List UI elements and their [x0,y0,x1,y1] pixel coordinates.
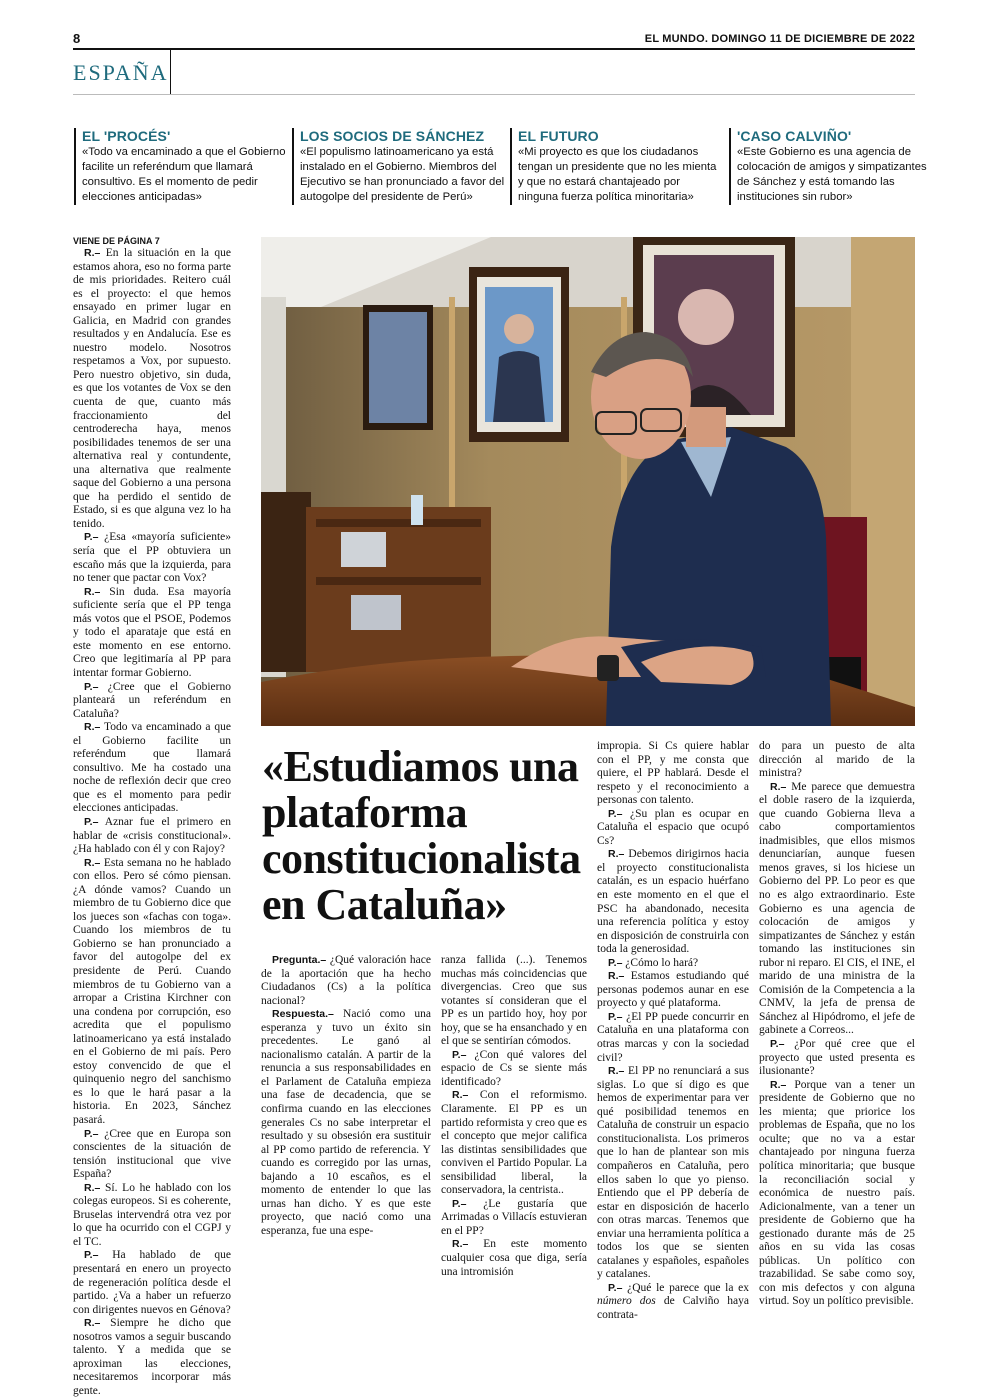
paragraph [597,1282,749,1323]
paragraph [759,1038,915,1079]
paragraph [759,781,915,1038]
paragraph-text: Debemos dirigirnos hacia el proyecto constitucionalista catalán, es un espacio huérfano en este momento en el que el PSC ha abandonado, necesita una referencia política y estoy en disposición de construirla con toda la generosidad. [597,848,749,956]
speaker-label: R.– [84,721,101,734]
speaker-label: P.– [452,1048,467,1061]
paragraph-text: ¿Qué valoración hace de la aportación que ha hecho Ciudadanos (Cs) a la política nacional? [261,954,431,1007]
teaser-title: LOS SOCIOS DE SÁNCHEZ [300,128,485,144]
teaser-text: «Todo va encaminado a que el Gobierno facilite un referéndum que llamará consultivo. Es el momento de pedir elecciones anticipadas» [82,146,286,204]
speaker-label: P.– [608,807,623,820]
section-title: ESPAÑA [73,60,169,85]
paragraph [441,1049,587,1090]
paragraph-text: En este momento cualquier cosa que diga, sería una intromisión [441,1238,587,1278]
speaker-label: P.– [452,1197,467,1210]
paragraph-text: Sin duda. Esa mayoría suficiente sería que el PP tenga más votos que el PSOE, Podemos y todo el aparataje que está en este momento en ese entorno. Creo que legitimaría al PP para intentar formar Gobierno. [73,585,231,679]
teaser-text: «Mi proyecto es que los ciudadanos tengan un presidente que no les mienta y que no estará chantajeado por ninguna fuerza política minoritaria» [518,146,717,204]
paragraph [759,1079,915,1309]
paragraph [73,1182,231,1250]
speaker-label: P.– [84,815,99,828]
paragraph-text: ¿Le gustaría que Arrimadas o Villacís estuvieran en el PP? [441,1197,587,1237]
paragraph [73,586,231,681]
speaker-label: R.– [452,1089,469,1102]
speaker-label: R.– [452,1238,469,1251]
paragraph-text: Nació como una esperanza y tuvo un éxito sin precedentes. Le ganó al nacionalismo catalán. A partir de la renuncia a sus responsabilidades en el Parlament de Cataluña empieza una fase de decadencia, que se confirma cuando en las elecciones generales Cs no sabe interpretar el resultado y su obsesión era sustituir al PP como partido de referencia. Y cuando es corregido por las urnas, bajando a 10 escaños, es el momento de entender lo que las urnas han dicho. Y es que este proyecto, que nació como una esperanza, fue una espe- [261,1008,431,1237]
paragraph-text: do para un puesto de alta dirección al marido de la ministra? [759,740,915,780]
paragraph [597,1011,749,1065]
headline: «Estudiamos una plataforma constitucionalista en Cataluña» [262,742,581,929]
paragraph [597,808,749,849]
speaker-label: Respuesta.– [272,1008,334,1021]
teaser-text: «Este Gobierno es una agencia de colocación de amigos y simpatizantes de Sánchez y está tomando las instituciones sin rubor» [737,146,927,204]
teaser-futuro [510,128,723,205]
paragraph-text: Me parece que demuestra el doble rasero de la izquierda, que cuando Gobierna lleva a cabo comportamientos inadmisibles, que ellos mismos denunciarían, aunque fuesen menos graves, si los hiciese un Gobierno del PP. Lo peor es que no es algo extraordinario. Este Gobierno es una agencia de colocación de amigos y simpatizantes de Sánchez y están tomando las instituciones sin rubor ni reparo. El CIS, el INE, el marido de una ministra de la Comisión de la Competencia a la CNMV, la jefa de prensa de Sánchez al Hipódromo, el jefe de gabinete a Correos... [759,780,915,1037]
top-rule [73,48,915,50]
paragraph [73,816,231,857]
paragraph [73,857,231,1128]
paragraph [73,681,231,722]
paragraph [73,531,231,585]
continued-from: VIENE DE PÁGINA 7 [73,236,160,246]
paragraph-text: ¿El PP puede concurrir en Cataluña en una plataforma con otras marcas y con la sociedad civil? [597,1010,749,1064]
paragraph-text: El PP no renunciará a sus siglas. Lo que sí digo es que hemos de experimentar para ver qué posibilidad tenemos en Cataluña de construir un espacio constitucionalista. Los primeros que lo han de plantear son mis compañeros en Cataluña, pero ellos saben lo que yo pienso. Entiendo que el PP debería de estar en disposición de hacerlo con otras marcas. Tenemos que enviar una herramienta política a todos los que se sienten catalanes y españoles, españoles y catalanes. [597,1065,749,1281]
speaker-label: R.– [84,247,101,259]
interview-photo [261,237,915,726]
paragraph [441,1198,587,1239]
paragraph-text: ¿Qué le parece que la ex [622,1281,749,1294]
article-column-3-top [597,740,749,1323]
paragraph [597,1065,749,1282]
teaser-title: EL FUTURO [518,128,599,144]
speaker-label: P.– [770,1038,785,1051]
speaker-label: P.– [608,1010,623,1023]
speaker-label: R.– [608,848,625,861]
paragraph-text: Todo va encaminado a que el Gobierno facilite un referéndum que llamará consultivo. Me ha costado una noche de reflexión decir que creo que es el momento para pedir elecciones anticipadas. [73,721,231,815]
italic-text: número dos [597,1295,656,1308]
speaker-label: P.– [608,956,623,969]
speaker-label: R.– [84,585,101,598]
speaker-label: P.– [84,531,99,544]
portrait-illustration [261,237,915,726]
paragraph-text: Esta semana no he hablado con ellos. Pero sé cómo piensan. ¿A dónde vamos? Cuando un miembro de tu Gobierno dice que los jueces son «fachas con toga». Cuando los miembros de tu Gobierno se han pronunciado a favor del autogolpe del ex presidente de Perú. Cuando miembros de tu Gobierno van a arropar a Cristina Kirchner con una condena por corrupción, eso acredita que el populismo latinoamericano ya está instalado en el Gobierno de mi país. Pero estoy convencido de que el quinquenio negro del sanchismo es lo que le hará pasar a la historia. En 2023, Sánchez pasará. [73,856,231,1126]
teaser-socios [292,128,505,205]
paragraph-text: Estamos estudiando qué personas podemos aunar en ese proyecto y qué plataforma. [597,970,749,1010]
paragraph [73,1317,231,1398]
paragraph-text: Siempre he dicho que nosotros vamos a seguir buscando talento. Y a medida que se aproximan las elecciones, necesitaremos incorporar más gente. [73,1317,231,1397]
paragraph-text: ranza fallida (...). Tenemos muchas más coincidencias que divergencias. Creo que sus votantes sí consideran que el PP es un partido hoy, hoy por hoy, que se ha ensanchado y en el que se sentirían cómodos. [441,954,587,1048]
paragraph [597,740,749,808]
paragraph [759,740,915,781]
article-column-2 [261,954,431,1238]
teaser-calvino [729,128,942,205]
speaker-label: R.– [608,1065,625,1078]
paragraph-text: Con el reformismo. Claramente. El PP es un partido reformista y creo que es el concepto que mejor califica las distintas sensibilidades que conviven el Partido Popular. La sensibilidad liberal, la conservadora, la centrista.. [441,1089,587,1197]
speaker-label: Pregunta.– [272,954,327,966]
section-divider [170,50,171,95]
paragraph [261,1008,431,1238]
article-column-1 [73,236,231,1398]
paragraph-text: Sí. Lo he hablado con los colegas europeos. Si es coherente, Bruselas intervendrá otra vez por lo que ha ocurrido con el CGPJ y el TC. [73,1181,231,1248]
speaker-label: R.– [770,780,787,793]
paragraph-text: ¿Por qué cree que el proyecto que usted presenta es ilusionante? [759,1038,915,1078]
speaker-label: R.– [84,1317,101,1330]
speaker-label: P.– [84,1127,99,1140]
paragraph-text: ¿Su plan es ocupar en Cataluña el espacio que ocupó Cs? [597,807,749,847]
paragraph [597,970,749,1011]
paragraph-text: En la situación en la que estamos ahora, eso no forma parte de mis prioridades. Reitero cuál es el proyecto: el que hemos ensayado en primer lugar en Galicia, en Madrid con grandes resultados y en Andalucía. Ese es nuestro modelo. Nosotros respetamos a Vox, por supuesto. Pero nuestro objetivo, sin duda, es que los votantes de Vox se den cuenta de que, cuanto más fraccionamiento del centroderecha haya, menos posibilidades tenemos de ser una alternativa real y contundente, una alternativa que realmente saque del Gobierno a una persona que ha perdido el sentido de Estado, si es que alguna vez lo ha tenido. [73,247,231,530]
paragraph-text: Aznar fue el primero en hablar de «crisis constitucional». ¿Ha hablado con él y con Rajoy? [73,815,231,856]
paragraph-text: ¿Cree que en Europa son conscientes de la situación de tensión institucional que vive España? [73,1127,231,1181]
paragraph-text: impropia. Si Cs quiere hablar con el PP, y me consta que quiere, el PP hablará. Desde el respeto y el reconocimiento a personas con talento. [597,740,749,807]
article-column-3-bottom [441,954,587,1279]
teaser-title: EL 'PROCÉS' [82,128,171,144]
section-rule [73,94,915,95]
paragraph [597,848,749,956]
paragraph-text: Porque van a tener un presidente de Gobierno que no les mienta; que priorice los problemas de España, que no los oculte; que no va a estar chantajeado por ninguna fuerza política minoritaria; que busque la reconciliación social y económica de nuestro país. Adicionalmente, van a tener un presidente de Gobierno que ha gestionado durante más de 25 años en su vida las cosas públicas. Un político con trazabilidad. Se sabe como soy, con mis defectos y con alguna virtud. Soy un político previsible. [759,1078,915,1308]
paragraph-text: ¿Con qué valores del espacio de Cs se siente más identificado? [441,1048,587,1088]
paragraph [441,1238,587,1279]
paragraph-text: de Calviño haya contrata- [597,1295,749,1321]
speaker-label: R.– [770,1078,787,1091]
article-column-4 [759,740,915,1309]
speaker-label: P.– [84,680,99,693]
page-number: 8 [73,31,81,46]
teaser-proces [74,128,287,205]
paragraph-text: ¿Cómo lo hará? [622,956,699,969]
speaker-label: P.– [84,1249,99,1262]
speaker-label: R.– [84,856,101,869]
paragraph [261,954,431,1008]
paragraph [73,247,231,531]
paragraph [597,957,749,971]
paragraph [73,1249,231,1317]
dateline: EL MUNDO. DOMINGO 11 DE DICIEMBRE DE 2022 [644,33,915,45]
paragraph [441,1089,587,1197]
speaker-label: R.– [84,1181,101,1194]
paragraph [73,1128,231,1182]
paragraph-text: ¿Cree que el Gobierno planteará un referéndum en Cataluña? [73,680,231,720]
teaser-title: 'CASO CALVIÑO' [737,128,852,144]
paragraph-text: Ha hablado de que presentará en enero un proyecto de regeneración política desde el partido. ¿Va a haber un refuerzo con dirigentes nuevos en Génova? [73,1249,231,1316]
speaker-label: R.– [608,970,625,983]
paragraph [441,954,587,1049]
paragraph [73,721,231,816]
teaser-text: «El populismo latinoamericano ya está instalado en el Gobierno. Miembros del Ejecutivo se han pronunciado a favor del autogolpe del presidente de Perú» [300,146,505,204]
paragraph-text: ¿Esa «mayoría suficiente» sería que el PP obtuviera un escaño más que la izquierda, para no tener que pactar con Vox? [73,531,231,585]
speaker-label: P.– [608,1281,623,1294]
